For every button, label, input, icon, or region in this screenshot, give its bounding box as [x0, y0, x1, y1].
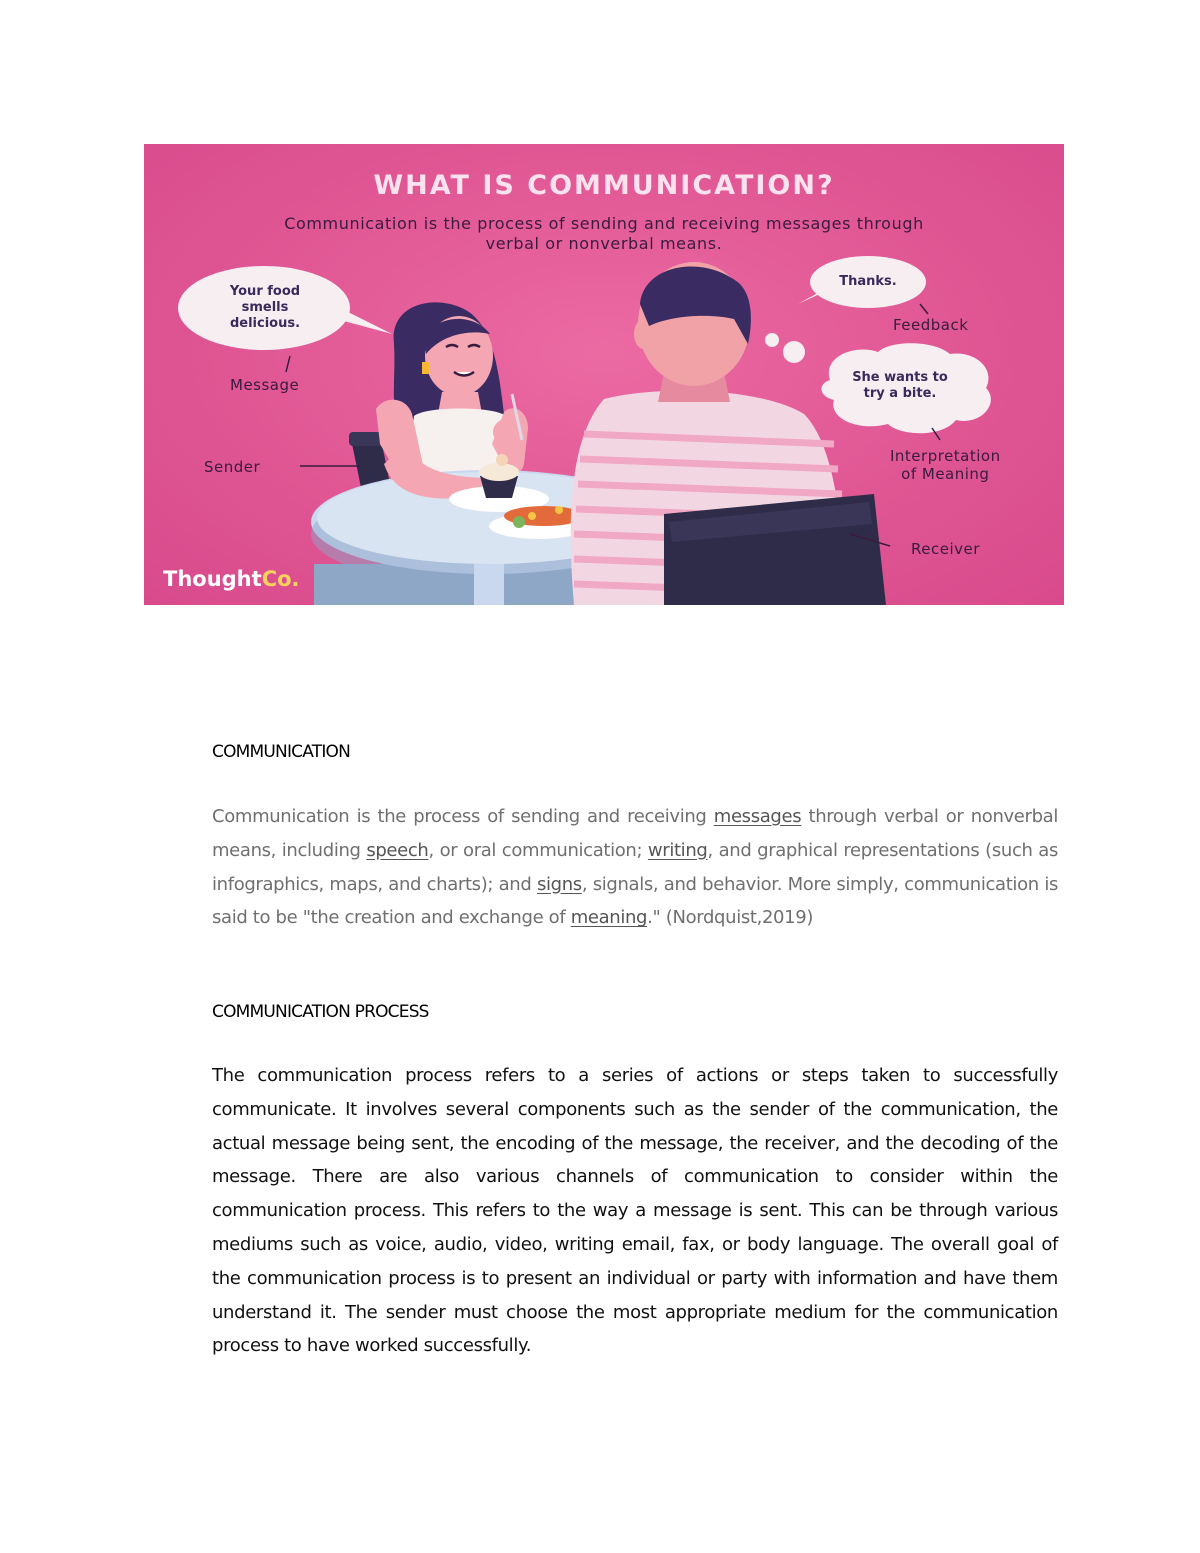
communication-process-paragraph: The communication process refers to a series of actions or steps taken to successfully communicate. It involves several components such as the sender of the communication, the actual message being sent, the encoding of the message, the receiver, and the decoding of the message. There are also various channels of communication to consider within the communication process. This refers to the way a message is sent. This can be through various mediums such as voice, audio, video, writing email, fax, or body language. The overall goal of the communication process is to present an individual or party with information and have them understand it. The sender must choose the most appropriate medium for the communication process to have worked successfully. — [212, 1065, 1058, 1357]
infographic-subtitle — [184, 214, 1024, 254]
def-text-d: , and graphical representations (such as infographics, maps, and charts); and — [212, 839, 1058, 895]
def-text-f: ." (Nordquist,2019) — [647, 907, 814, 929]
def-text-a: Communication is the process of sending and receiving — [212, 806, 714, 827]
label-sender: Sender — [204, 458, 261, 476]
thoughtco-logo — [163, 567, 300, 591]
link-meaning[interactable]: meaning — [570, 907, 648, 929]
def-text-b: through verbal or nonverbal means, including — [212, 806, 1058, 861]
link-writing[interactable]: writing — [647, 839, 708, 861]
label-interpretation — [890, 447, 1001, 483]
communication-infographic — [144, 144, 1064, 605]
def-text-c: , or oral communication; — [428, 839, 648, 861]
link-messages[interactable]: messages — [713, 806, 802, 827]
logo-main: Thought — [163, 567, 262, 591]
logo-suffix: Co. — [261, 567, 300, 591]
label-receiver: Receiver — [911, 540, 980, 558]
feedback-speech-bubble: Thanks. — [839, 274, 897, 289]
label-interpretation-line1: Interpretation — [890, 447, 1001, 465]
communication-definition-paragraph — [212, 800, 1058, 935]
label-feedback: Feedback — [893, 316, 969, 334]
def-text-e: , signals, and behavior. More simply, communication is said to be "the creation and exchange of — [212, 873, 1059, 929]
infographic-subtitle-line2: verbal or nonverbal means. — [485, 234, 723, 253]
link-speech[interactable]: speech — [366, 839, 429, 861]
link-signs[interactable]: signs — [536, 873, 582, 895]
label-message: Message — [230, 376, 300, 394]
sender-speech-bubble: Your food smells delicious. — [229, 284, 301, 331]
label-interpretation-line2: of Meaning — [901, 465, 990, 483]
section-heading-communication: COMMUNICATION — [212, 742, 351, 762]
infographic-subtitle-line1: Communication is the process of sending and receiving messages through — [284, 214, 924, 233]
infographic-title: WHAT IS COMMUNICATION? — [373, 170, 835, 201]
section-heading-communication-process: COMMUNICATION PROCESS — [212, 1002, 429, 1022]
thought-bubble: She wants to try a bite. — [852, 370, 948, 401]
receiver-figure — [571, 262, 886, 605]
